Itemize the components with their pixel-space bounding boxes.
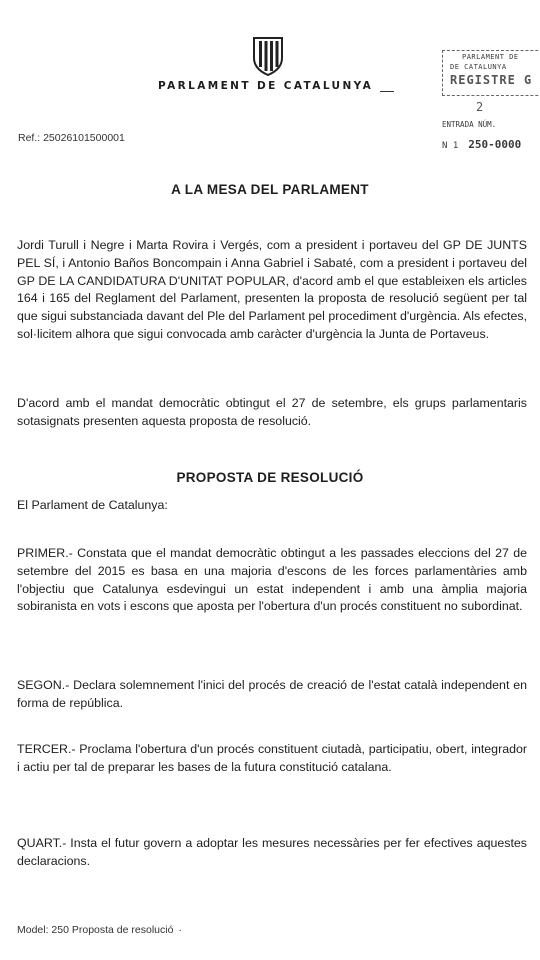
mandate-paragraph: D'acord amb el mandat democràtic obtingut el 27 de setembre, els grups parlamentaris sotasignats presenten aquesta proposta de resolució. <box>17 396 527 428</box>
stamp-entry-prefix: N 1 <box>442 141 459 151</box>
addressee-heading: A LA MESA DEL PARLAMENT <box>171 182 369 197</box>
footer-model-text: Model: 250 Proposta de resolució <box>17 924 174 936</box>
footer-mark: · <box>178 924 182 936</box>
stamp-line-5: ENTRADA NÚM. <box>442 120 497 129</box>
stamp-line-2: DE CATALUNYA <box>450 63 507 71</box>
institution-name: PARLAMENT DE CATALUNYA <box>158 80 374 92</box>
stamp-line-4: 2 <box>476 100 484 114</box>
stamp-line-1: PARLAMENT DE <box>462 53 519 61</box>
point-segon: SEGON.- Declara solemnement l'inici del procés de creació de l'estat català independent en forma de república. <box>17 678 527 710</box>
resolution-heading: PROPOSTA DE RESOLUCIÓ <box>176 470 364 485</box>
intro-paragraph: Jordi Turull i Negre i Marta Rovira i Vergés, com a president i portaveu del GP DE JUNTS PEL SÍ, i Antonio Baños Boncompain i Anna Gabriel i Sabaté, com a president i portaveu del GP DE LA CANDIDATURA D'UNITAT POPULAR, d'acord amb el que estableixen els articles 164 i 165 del Reglament del Parlament, presenten la proposta de resolució següent per tal que sigui substanciada davant del Ple del Parlament pel procediment d'urgència. Als efectes, sol·licitem alhora que sigui convocada amb caràcter d'urgència la Junta de Portaveus. <box>17 238 528 341</box>
registry-stamp <box>436 46 540 154</box>
footer-model <box>17 924 182 936</box>
parliament-logo-icon <box>251 36 285 76</box>
point-quart: QUART.- Insta el futur govern a adoptar les mesures necessàries per fer efectives aquestes declaracions. <box>17 836 527 868</box>
point-primer: PRIMER.- Constata que el mandat democràtic obtingut a les passades eleccions del 27 de setembre del 2015 es basa en una majoria d'escons de les forces parlamentàries amb l'objectiu que Catalunya esdevingui un estat independent i amb una àmplia majoria sobiranista en vots i escons que aposta per l'obertura d'un procés constituent no subordinat. <box>17 546 527 614</box>
stamp-line-6 <box>442 138 521 151</box>
reference-number: Ref.: 25026101500001 <box>18 132 125 144</box>
institution-underline <box>380 91 394 92</box>
stamp-line-3: REGISTRE G <box>450 73 533 87</box>
stamp-entry-number: 250-0000 <box>468 138 522 151</box>
point-tercer: TERCER.- Proclama l'obertura d'un procés constituent ciutadà, participatiu, obert, integrador i actiu per tal de preparar les bases de la futura constitució catalana. <box>17 742 527 774</box>
parliament-line: El Parlament de Catalunya: <box>17 498 168 512</box>
